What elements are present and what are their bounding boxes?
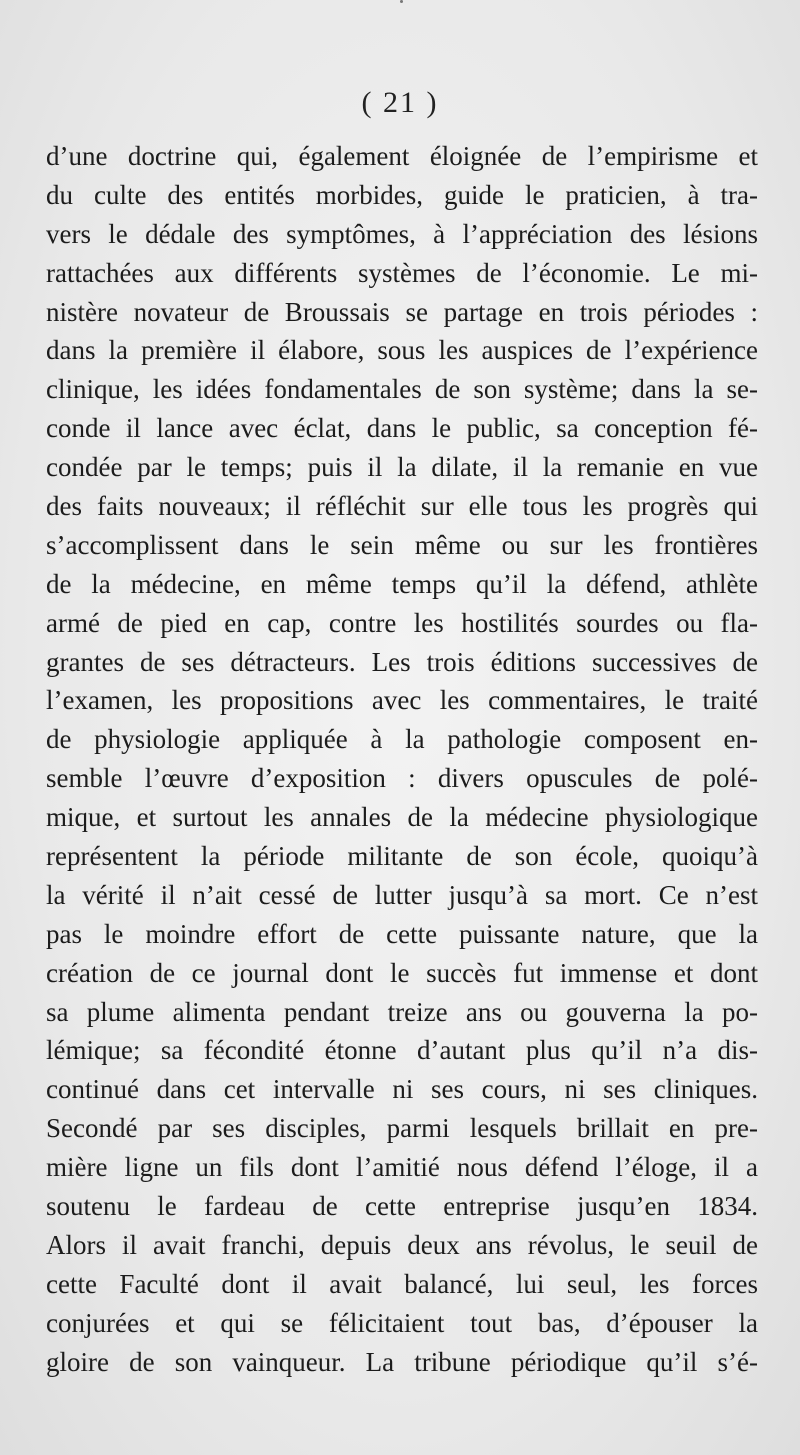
text-line: armé de pied en cap, contre les hostilités sourdes ou fla- [46, 607, 758, 638]
text-line: Secondé par ses disciples, parmi lesquels brillait en pre- [46, 1113, 758, 1144]
page-number: ( 21 ) [361, 86, 439, 119]
text-line: semble l’œuvre d’exposition : divers opuscules de polé- [46, 763, 758, 794]
text-line: mique, et surtout les annales de la médecine physiologique [46, 802, 758, 833]
text-line: nistère novateur de Broussais se partage en trois périodes : [46, 296, 758, 327]
text-line: l’examen, les propositions avec les commentaires, le traité [46, 685, 758, 716]
text-line: de la médecine, en même temps qu’il la défend, athlète [46, 568, 758, 599]
text-line: de physiologie appliquée à la pathologie composent en- [46, 724, 758, 755]
body-text [46, 137, 758, 1382]
text-line: continué dans cet intervalle ni ses cours, ni ses cliniques. [46, 1074, 758, 1105]
text-line: mière ligne un fils dont l’amitié nous défend l’éloge, il a [46, 1152, 758, 1183]
text-line: gloire de son vainqueur. La tribune périodique qu’il s’é- [46, 1346, 758, 1377]
text-line: cette Faculté dont il avait balancé, lui seul, les forces [46, 1268, 758, 1299]
text-line: Alors il avait franchi, depuis deux ans révolus, le seuil de [46, 1229, 758, 1260]
text-line: dans la première il élabore, sous les auspices de l’expérience [46, 335, 758, 366]
text-line: grantes de ses détracteurs. Les trois éditions successives de [46, 646, 758, 677]
text-line: conjurées et qui se félicitaient tout bas, d’épouser la [46, 1307, 758, 1338]
text-line: soutenu le fardeau de cette entreprise jusqu’en 1834. [46, 1191, 758, 1222]
text-line: d’une doctrine qui, également éloignée de l’empirisme et [46, 141, 758, 171]
text-line: condée par le temps; puis il la dilate, il la remanie en vue [46, 452, 758, 483]
text-line: clinique, les idées fondamentales de son système; dans la se- [46, 374, 758, 405]
text-line: lémique; sa fécondité étonne d’autant plus qu’il n’a dis- [46, 1035, 758, 1066]
text-line: création de ce journal dont le succès fut immense et dont [46, 957, 758, 988]
text-line: la vérité il n’ait cessé de lutter jusqu’à sa mort. Ce n’est [46, 879, 758, 910]
text-line: vers le dédale des symptômes, à l’appréciation des lésions [46, 218, 758, 249]
text-line: du culte des entités morbides, guide le praticien, à tra- [46, 179, 758, 210]
text-line: représentent la période militante de son école, quoiqu’à [46, 841, 758, 872]
text-line: s’accomplissent dans le sein même ou sur les frontières [46, 529, 758, 560]
text-line: pas le moindre effort de cette puissante nature, que la [46, 918, 758, 949]
text-line: conde il lance avec éclat, dans le public, sa conception fé- [46, 413, 758, 444]
text-line: sa plume alimenta pendant treize ans ou gouverna la po- [46, 996, 758, 1027]
text-line: des faits nouveaux; il réfléchit sur elle tous les progrès qui [46, 491, 758, 522]
ink-speck [400, 0, 403, 3]
text-line: rattachées aux différents systèmes de l’économie. Le mi- [46, 257, 758, 288]
